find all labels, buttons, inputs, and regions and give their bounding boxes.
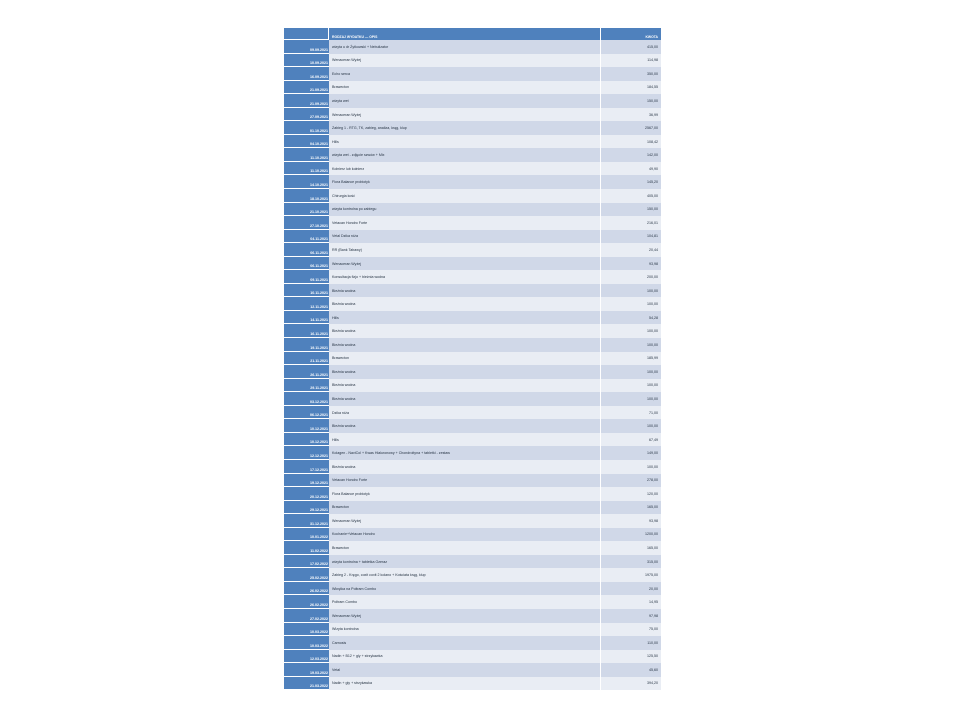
table-row [284, 501, 661, 515]
table-row [284, 311, 661, 325]
row-description: Flora Balance probiotyk [329, 175, 601, 189]
row-amount: 71,00 [649, 410, 658, 415]
row-date: 12.12.2021 [284, 446, 329, 460]
row-amount: 36,99 [649, 112, 658, 117]
row-amount: 125,50 [647, 654, 658, 659]
row-amount: 93,98 [649, 518, 658, 523]
row-description: Hills [329, 433, 601, 447]
table-row [284, 568, 661, 582]
table-row [284, 460, 661, 474]
row-amount: 149,00 [647, 451, 658, 456]
row-description: Bieżnia wodna [329, 460, 601, 474]
row-description: Echo serca [329, 67, 601, 81]
row-date: 31.12.2021 [284, 514, 329, 528]
row-amount: 142,00 [647, 153, 658, 158]
row-description: Wenaceran Wyżej [329, 108, 601, 122]
row-amount: 45,60 [649, 667, 658, 672]
row-amount: 150,00 [647, 98, 658, 103]
row-date: 21.09.2021 [284, 81, 329, 95]
table-row [284, 379, 661, 393]
row-description: Kołnierz lub kołnierz [329, 162, 601, 176]
row-date: 27.09.2021 [284, 108, 329, 122]
table-row [284, 663, 661, 677]
row-amount: 150,00 [647, 207, 658, 212]
row-amount: 100,00 [647, 342, 658, 347]
row-date: 25.02.2022 [284, 568, 329, 582]
row-description: Wenaceran Wyżej [329, 609, 601, 623]
row-description: Kochanie+Vetacan Hondro [329, 528, 601, 542]
row-description: Wizyta kontrolna [329, 623, 601, 637]
table-row [284, 148, 661, 162]
row-description: Nadin + B12 + gly + strzykawka [329, 650, 601, 664]
table-row [284, 108, 661, 122]
row-amount: 145,20 [647, 180, 658, 185]
table-row [284, 324, 661, 338]
row-amount: 278,00 [647, 478, 658, 483]
row-date: 26.02.2022 [284, 595, 329, 609]
row-date: 10.03.2022 [284, 623, 329, 637]
row-amount: 100,00 [647, 464, 658, 469]
row-description: Wenaceran Wyżej [329, 54, 601, 68]
table-row [284, 474, 661, 488]
row-amount: 100,00 [647, 383, 658, 388]
row-amount: 20,00 [649, 586, 658, 591]
row-description: Poltram Combo [329, 595, 601, 609]
row-date: 19.12.2021 [284, 474, 329, 488]
table-row [284, 203, 661, 217]
table-row [284, 623, 661, 637]
row-description: wizyta u dr Żytkowski + Nebulizator [329, 40, 601, 54]
row-amount: 20,44 [649, 247, 658, 252]
row-amount: 315,00 [647, 559, 658, 564]
row-amount: 185,99 [647, 356, 658, 361]
row-description: Zabieg 1 - RTG, TK, zabieg, analiza, krąg, klup [329, 121, 601, 135]
row-description: Wenaceran Wyżej [329, 514, 601, 528]
row-date: 04.10.2021 [284, 135, 329, 149]
table-header-row [284, 28, 661, 40]
row-amount: 108,42 [647, 139, 658, 144]
row-description: Vetal [329, 663, 601, 677]
row-description: Wenaceran Wyżej [329, 257, 601, 271]
row-date: 10.09.2021 [284, 54, 329, 68]
table-row [284, 257, 661, 271]
row-amount: 67,49 [649, 437, 658, 442]
row-amount: 104,81 [647, 234, 658, 239]
row-description: Flora Balance probiotyk [329, 487, 601, 501]
row-description: Vetacan Hondro Forte [329, 216, 601, 230]
table-row [284, 121, 661, 135]
row-description: Bieżnia wodna [329, 379, 601, 393]
row-amount: 49,90 [649, 166, 658, 171]
row-description: Vetal Dzika róża [329, 230, 601, 244]
row-date: 10.01.2022 [284, 528, 329, 542]
table-row [284, 433, 661, 447]
expense-table [284, 28, 661, 690]
row-amount: 394,20 [647, 681, 658, 686]
row-date: 19.11.2021 [284, 338, 329, 352]
table-row [284, 54, 661, 68]
row-description: Bieżnia wodna [329, 284, 601, 298]
table-row [284, 406, 661, 420]
row-date: 29.11.2021 [284, 379, 329, 393]
row-date: 21.10.2021 [284, 203, 329, 217]
row-amount: 165,00 [647, 505, 658, 510]
row-date: 11.10.2021 [284, 148, 329, 162]
row-description: Vetacan Hondro Forte [329, 474, 601, 488]
table-row [284, 514, 661, 528]
row-description: Bieżnia wodna [329, 297, 601, 311]
row-description: Chirurgia kość [329, 189, 601, 203]
table-row [284, 94, 661, 108]
row-amount: 75,00 [649, 627, 658, 632]
table-row [284, 297, 661, 311]
table-row [284, 81, 661, 95]
header-amount: KWOTA [645, 35, 658, 39]
row-date: 14.11.2021 [284, 311, 329, 325]
table-row [284, 270, 661, 284]
row-amount: 110,00 [647, 640, 658, 645]
table-row [284, 541, 661, 555]
row-description: Nadin + gly + strzykawka [329, 677, 601, 691]
row-date: 16.11.2021 [284, 324, 329, 338]
row-date: 26.02.2022 [284, 582, 329, 596]
row-description: Konsultacja fizjo + bieżnia wodna [329, 270, 601, 284]
row-description: RR (Bank Tabawy) [329, 243, 601, 257]
row-description: wizyta kontrolna po zabiegu [329, 203, 601, 217]
row-amount: 165,00 [647, 546, 658, 550]
row-description: Bieżnia wodna [329, 338, 601, 352]
table-row [284, 636, 661, 650]
row-date: 10.12.2021 [284, 433, 329, 447]
row-amount: 100,00 [647, 329, 658, 334]
table-row [284, 677, 661, 691]
row-amount: 100,00 [647, 396, 658, 401]
row-date: 09.09.2021 [284, 40, 329, 54]
row-amount: 120,00 [647, 491, 658, 496]
row-description: Hills [329, 311, 601, 325]
table-row [284, 392, 661, 406]
header-description: RODZAJ WYDATKU — OPIS [329, 28, 601, 40]
row-date: 21.09.2021 [284, 94, 329, 108]
row-description: Wkrętka na Poltram Combo [329, 582, 601, 596]
row-description: Kolagen - NaviCol + Kwas Hialuronowy + Chondroityna + tabletki - zestaw [329, 446, 601, 460]
row-amount: 405,00 [647, 193, 658, 198]
table-row [284, 243, 661, 257]
row-date: 20.12.2021 [284, 487, 329, 501]
row-amount: 100,00 [647, 369, 658, 374]
table-row [284, 419, 661, 433]
header-date [284, 28, 329, 40]
row-date: 18.10.2021 [284, 189, 329, 203]
row-amount: 97,98 [649, 613, 658, 618]
row-date: 12.03.2022 [284, 650, 329, 664]
row-description: Brawecton [329, 81, 601, 95]
table-row [284, 216, 661, 230]
row-date: 26.11.2021 [284, 365, 329, 379]
table-row [284, 162, 661, 176]
row-description: Hills [329, 135, 601, 149]
row-date: 10.11.2021 [284, 284, 329, 298]
row-description: Bieżnia wodna [329, 419, 601, 433]
row-date: 06.11.2021 [284, 257, 329, 271]
table-row [284, 595, 661, 609]
row-date: 16.09.2021 [284, 67, 329, 81]
row-description: Bieżnia wodna [329, 324, 601, 338]
table-row [284, 40, 661, 54]
table-body [284, 40, 661, 690]
table-row [284, 555, 661, 569]
row-date: 10.12.2021 [284, 419, 329, 433]
row-date: 29.12.2021 [284, 501, 329, 515]
row-description: Dzika róża [329, 406, 601, 420]
row-date: 10.03.2022 [284, 636, 329, 650]
row-date: 04.11.2021 [284, 230, 329, 244]
row-description: Carnosis [329, 636, 601, 650]
row-description: Bieżnia wodna [329, 365, 601, 379]
table-row [284, 135, 661, 149]
row-date: 09.11.2021 [284, 270, 329, 284]
row-date: 21.11.2021 [284, 352, 329, 366]
row-date: 01.10.2021 [284, 121, 329, 135]
row-amount: 93,98 [649, 261, 658, 266]
row-description: Brawecton [329, 541, 601, 555]
table-row [284, 230, 661, 244]
row-amount: 350,00 [647, 71, 658, 76]
table-row [284, 338, 661, 352]
row-date: 11.02.2022 [284, 541, 329, 555]
row-amount: 216,01 [647, 220, 658, 225]
row-description: wizyta kontrolna + tabletka Ozeraz [329, 555, 601, 569]
row-amount: 184,55 [647, 85, 658, 90]
table-row [284, 352, 661, 366]
row-date: 21.03.2022 [284, 677, 329, 691]
row-description: Zabieg 2 - Kręgo, coxit coxit 2 kolano + Kościata krąg, klup [329, 568, 601, 582]
table-row [284, 446, 661, 460]
row-amount: 2567,00 [645, 126, 658, 131]
row-date: 14.10.2021 [284, 175, 329, 189]
row-description: wizyta wet - zdjęcie szwów + Mix [329, 148, 601, 162]
row-description: Bieżnia wodna [329, 392, 601, 406]
table-row [284, 487, 661, 501]
row-description: wizyta wet [329, 94, 601, 108]
table-row [284, 67, 661, 81]
table-row [284, 175, 661, 189]
table-row [284, 284, 661, 298]
row-description: Brawecton [329, 352, 601, 366]
row-amount: 100,00 [647, 288, 658, 293]
row-amount: 100,00 [647, 302, 658, 307]
row-amount: 54,28 [649, 315, 658, 320]
row-amount: 14,95 [649, 600, 658, 605]
row-date: 19.03.2022 [284, 663, 329, 677]
row-date: 03.12.2021 [284, 392, 329, 406]
row-date: 17.02.2022 [284, 555, 329, 569]
table-row [284, 528, 661, 542]
row-date: 27.02.2022 [284, 609, 329, 623]
row-date: 12.11.2021 [284, 297, 329, 311]
row-date: 17.12.2021 [284, 460, 329, 474]
row-description: Brawecton [329, 501, 601, 515]
row-amount: 1200,00 [645, 532, 658, 537]
row-amount: 100,00 [647, 424, 658, 429]
table-row [284, 582, 661, 596]
row-date: 11.10.2021 [284, 162, 329, 176]
row-date: 06.11.2021 [284, 243, 329, 257]
table-row [284, 189, 661, 203]
row-date: 27.10.2021 [284, 216, 329, 230]
row-date: 06.12.2021 [284, 406, 329, 420]
table-row [284, 650, 661, 664]
row-amount: 114,98 [647, 58, 658, 63]
row-amount: 200,00 [647, 275, 658, 280]
row-amount: 1975,00 [645, 573, 658, 578]
table-row [284, 609, 661, 623]
row-amount: 415,00 [647, 44, 658, 49]
table-row [284, 365, 661, 379]
